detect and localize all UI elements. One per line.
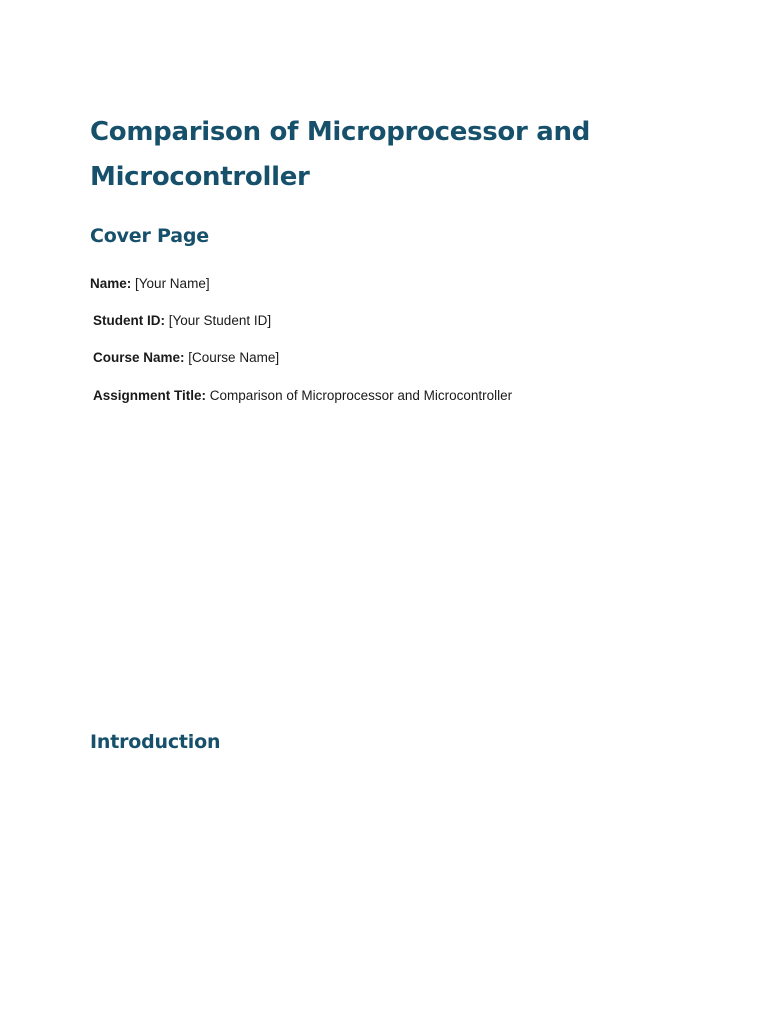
name-value: [Your Name] [135, 276, 210, 291]
assignment-title-field [93, 387, 512, 405]
name-field [90, 275, 210, 293]
student-id-label: Student ID: [93, 313, 165, 328]
student-id-value: [Your Student ID] [168, 313, 272, 328]
assignment-title-value: Comparison of Microprocessor and Microcontroller [209, 388, 513, 403]
introduction-heading: Introduction [90, 731, 221, 753]
course-name-field [93, 349, 279, 367]
student-id-field [93, 312, 271, 330]
cover-page-heading: Cover Page [90, 225, 209, 247]
name-label: Name: [90, 276, 132, 291]
document-title: Comparison of Microprocessor and Microcontroller [90, 117, 591, 192]
course-name-value: [Course Name] [188, 350, 280, 365]
assignment-title-label: Assignment Title: [93, 388, 207, 403]
course-name-label: Course Name: [93, 350, 185, 365]
